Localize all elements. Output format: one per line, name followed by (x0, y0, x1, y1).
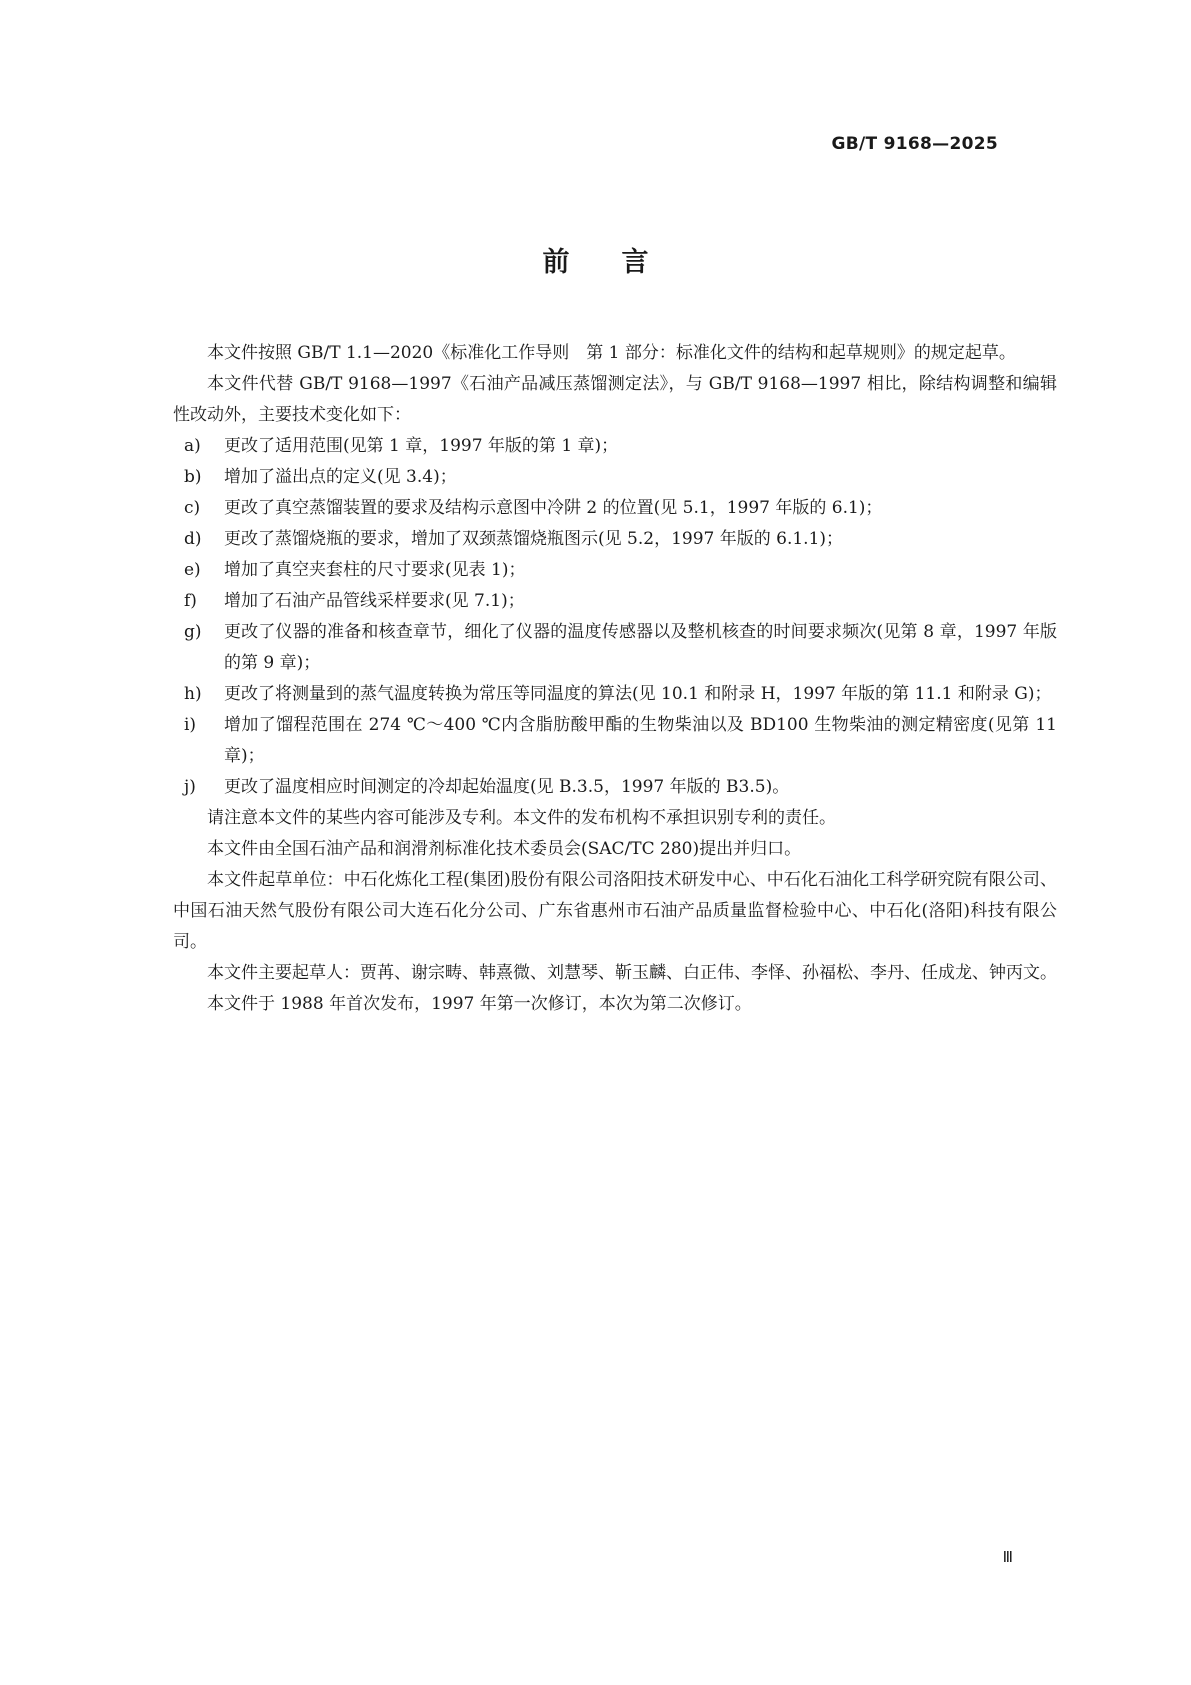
list-marker: h) (184, 684, 202, 704)
paragraph-proposer: 本文件由全国石油产品和润滑剂标准化技术委员会(SAC/TC 280)提出并归口。 (207, 839, 802, 859)
paragraph-drafting-units: 本文件起草单位：中石化炼化工程(集团)股份有限公司洛阳技术研发中心、中石化石油化工科学研究院有限公司、中国石油天然气股份有限公司大连石化分公司、广东省惠州市石油产品质量监督检验中心、中石化(洛阳)科技有限公司。 (173, 870, 1057, 952)
list-marker: c) (184, 498, 201, 518)
list-item-text: 更改了将测量到的蒸气温度转换为常压等同温度的算法(见 10.1 和附录 H，1997 年版的第 11.1 和附录 G)； (224, 684, 1052, 704)
list-item-text: 更改了仪器的准备和核查章节，细化了仪器的温度传感器以及整机核查的时间要求频次(见第 8 章，1997 年版的第 9 章)； (224, 622, 1057, 673)
list-item-text: 更改了蒸馏烧瓶的要求，增加了双颈蒸馏烧瓶图示(见 5.2，1997 年版的 6.1.1)； (224, 529, 844, 549)
list-item (184, 710, 1057, 772)
list-marker: a) (184, 436, 201, 456)
preface-body (173, 338, 1057, 1020)
title-char-1: 前 (542, 247, 570, 278)
list-marker: b) (184, 467, 202, 487)
paragraph-replacement: 本文件代替 GB/T 9168—1997《石油产品减压蒸馏测定法》，与 GB/T 9168—1997 相比，除结构调整和编辑性改动外，主要技术变化如下： (173, 374, 1057, 425)
list-marker: i) (184, 715, 197, 735)
list-item-text: 更改了温度相应时间测定的冷却起始温度(见 B.3.5，1997 年版的 B3.5)。 (224, 777, 790, 797)
list-item-text: 增加了真空夹套柱的尺寸要求(见表 1)； (224, 560, 526, 580)
list-item-text: 增加了溢出点的定义(见 3.4)； (224, 467, 457, 487)
list-item (184, 772, 1057, 803)
list-item (184, 679, 1057, 710)
paragraph-history: 本文件于 1988 年首次发布，1997 年第一次修订，本次为第二次修订。 (207, 994, 752, 1014)
list-item (184, 586, 1057, 617)
title-char-2: 言 (621, 247, 649, 278)
list-item-text: 更改了真空蒸馏装置的要求及结构示意图中冷阱 2 的位置(见 5.1，1997 年版的 6.1)； (224, 498, 883, 518)
list-marker: f) (184, 591, 197, 611)
list-marker: d) (184, 529, 202, 549)
list-marker: j) (184, 777, 196, 797)
page-title (0, 240, 1191, 279)
list-item-text: 增加了馏程范围在 274 ℃～400 ℃内含脂肪酸甲酯的生物柴油以及 BD100 生物柴油的测定精密度(见第 11 章)； (224, 715, 1057, 766)
list-marker: g) (184, 622, 202, 642)
list-item (184, 617, 1057, 679)
paragraph-patent-notice: 请注意本文件的某些内容可能涉及专利。本文件的发布机构不承担识别专利的责任。 (207, 808, 836, 828)
paragraph-drafters: 本文件主要起草人：贾苒、谢宗畴、韩熹微、刘慧琴、靳玉麟、白正伟、李怿、孙福松、李丹、任成龙、钟丙文。 (207, 963, 1057, 983)
list-item (184, 462, 1057, 493)
page-number: Ⅲ (1002, 1548, 1013, 1566)
list-item (184, 493, 1057, 524)
technical-changes-list (173, 431, 1057, 803)
list-item (184, 555, 1057, 586)
list-item (184, 524, 1057, 555)
list-item (184, 431, 1057, 462)
list-item-text: 增加了石油产品管线采样要求(见 7.1)； (224, 591, 525, 611)
list-marker: e) (184, 560, 201, 580)
paragraph-drafting-rules: 本文件按照 GB/T 1.1—2020《标准化工作导则 第 1 部分：标准化文件的结构和起草规则》的规定起草。 (207, 343, 1016, 363)
document-code: GB/T 9168—2025 (831, 134, 998, 154)
list-item-text: 更改了适用范围(见第 1 章，1997 年版的第 1 章)； (224, 436, 619, 456)
